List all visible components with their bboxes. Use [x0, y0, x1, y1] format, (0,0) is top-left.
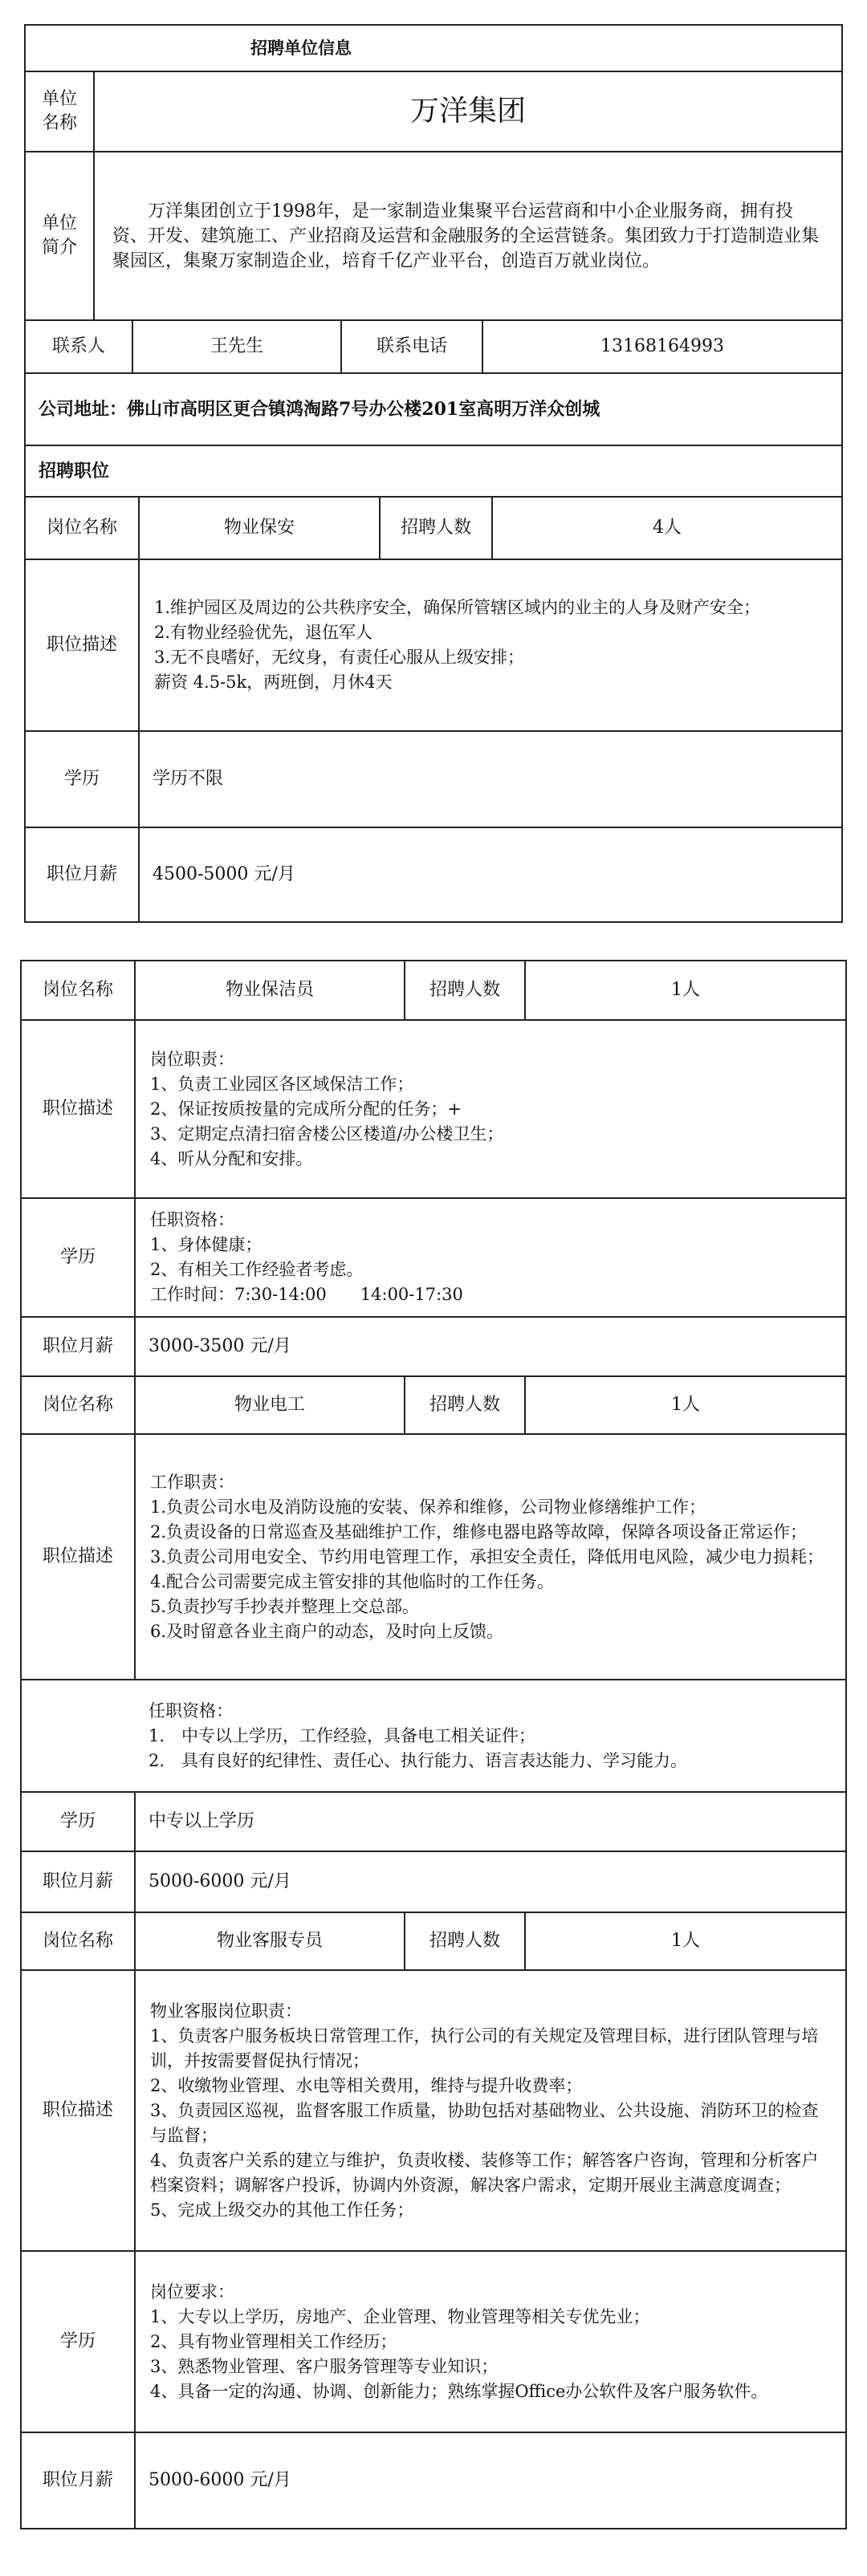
company-address: 公司地址：佛山市高明区更合镇鸿淘路7号办公楼201室高明万洋众创城 [39, 399, 600, 420]
education-label: 学历 [59, 2331, 96, 2351]
headcount-value: 1人 [524, 961, 845, 1019]
salary-label: 职位月薪 [42, 2470, 113, 2490]
job-header-row [22, 1375, 845, 1433]
job-header-row [26, 496, 841, 559]
headcount-label: 招聘人数 [404, 1913, 524, 1969]
position-label: 岗位名称 [46, 518, 117, 538]
company-intro-label: 单位 简介 [41, 213, 77, 258]
company-name-label: 单位 名称 [41, 89, 77, 133]
headcount-value: 1人 [524, 1913, 845, 1969]
position-label: 岗位名称 [42, 1395, 113, 1415]
salary-value: 3000-3500 元/月 [134, 1318, 845, 1375]
salary-value: 5000-6000 元/月 [134, 2433, 845, 2528]
position-label: 岗位名称 [42, 1931, 113, 1951]
salary-value: 4500-5000 元/月 [138, 828, 841, 921]
position-label: 岗位名称 [42, 980, 113, 1000]
company-intro: 万洋集团创立于1998年，是一家制造业集聚平台运营商和中小企业服务商，拥有投资、开发、建筑施工、产业招商及运营和金融服务的全运营链条。集团致力于打造制造业集聚园区，集聚万家制造企业，培育千亿产业平台，创造百万就业岗位。 [93, 152, 841, 319]
company-info-table [24, 24, 843, 923]
headcount-label: 招聘人数 [379, 498, 491, 559]
job-description: 工作职责： 1.负责公司水电及消防设施的安装、保养和维修，公司物业修缮维护工作； 2.负责设备的日常巡查及基础维护工作，维修电器电路等故障，保障各项设备正常运作； 3.负责公司用电安全、节约用电管理工作，承担安全责任，降低用电风险，减少电力损耗； 4.配合公司需要完成主管安排的其他临时的工作任务。 5.负责抄写手抄表并整理上交总部。 6.及时留意各业主商户的动态，及时向上反馈。 [134, 1435, 845, 1679]
job-description: 1.维护园区及周边的公共秩序安全，确保所管辖区域内的业主的人身及财产安全； 2.有物业经验优先，退伍军人 3.无不良嗜好，无纹身，有责任心服从上级安排； 薪资 4.5-5k，两班倒，月休4天 [138, 560, 841, 730]
education-label: 学历 [63, 769, 100, 789]
job-header-row [22, 1912, 845, 1969]
job-requirements: 任职资格： 1. 中专以上学历，工作经验，具备电工相关证件； 2. 具有良好的纪律性、责任心、执行能力、语言表达能力、学习能力。 [149, 1700, 688, 1770]
positions-table [20, 960, 847, 2529]
contact-label: 联系人 [51, 336, 105, 356]
education-label: 学历 [59, 1247, 96, 1267]
education-value: 中专以上学历 [134, 1793, 845, 1851]
headcount-value: 1人 [524, 1377, 845, 1433]
company-name: 万洋集团 [93, 72, 841, 151]
phone-label: 联系电话 [340, 321, 482, 372]
description-label: 职位描述 [46, 635, 117, 655]
position-name: 物业电工 [134, 1377, 404, 1433]
education-value: 学历不限 [138, 732, 841, 827]
salary-value: 5000-6000 元/月 [134, 1852, 845, 1912]
job-header-row [22, 961, 845, 1019]
salary-label: 职位月薪 [42, 1871, 113, 1891]
salary-label: 职位月薪 [46, 864, 117, 884]
position-name: 物业保安 [138, 498, 379, 559]
positions-section-title: 招聘职位 [39, 461, 110, 481]
headcount-label: 招聘人数 [404, 1377, 524, 1433]
job-description: 岗位职责： 1、负责工业园区各区域保洁工作； 2、保证按质按量的完成所分配的任务；+ 3、定期定点清扫宿舍楼公区楼道/办公楼卫生； 4、听从分配和安排。 [134, 1021, 845, 1197]
description-label: 职位描述 [42, 1546, 113, 1566]
position-name: 物业保洁员 [134, 961, 404, 1019]
position-name: 物业客服专员 [134, 1913, 404, 1969]
job-description: 物业客服岗位职责： 1、负责客户服务板块日常管理工作，执行公司的有关规定及管理目标，进行团队管理与培训，并按需要督促执行情况； 2、收缴物业管理、水电等相关费用，维持与提升收费率； 3、负责园区巡视，监督客服工作质量，协助包括对基础物业、公共设施、消防环卫的检查与监督； 4、负责客户关系的建立与维护，负责收楼、装修等工作；解答客户咨询，管理和分析客户档案资料；调解客户投诉，协调内外资源，解决客户需求，定期开展业主满意度调查； 5、完成上级交办的其他工作任务； [134, 1971, 845, 2250]
header-title: 招聘单位信息 [250, 38, 352, 58]
contact-person: 王先生 [132, 321, 340, 372]
headcount-label: 招聘人数 [404, 961, 524, 1019]
education-requirements: 任职资格： 1、身体健康； 2、有相关工作经验者考虑。 工作时间：7:30-14:00 14:00-17:30 [134, 1199, 845, 1316]
salary-label: 职位月薪 [42, 1336, 113, 1356]
education-label: 学历 [59, 1811, 96, 1831]
description-label: 职位描述 [42, 2100, 113, 2120]
phone-number: 13168164993 [482, 321, 841, 372]
headcount-value: 4人 [491, 498, 841, 559]
education-requirements: 岗位要求： 1、大专以上学历，房地产、企业管理、物业管理等相关专优先业； 2、具有物业管理相关工作经历； 3、熟悉物业管理、客户服务管理等专业知识； 4、具备一定的沟通、协调、创新能力；熟练掌握Office办公软件及客户服务软件。 [134, 2252, 845, 2432]
description-label: 职位描述 [42, 1099, 113, 1119]
